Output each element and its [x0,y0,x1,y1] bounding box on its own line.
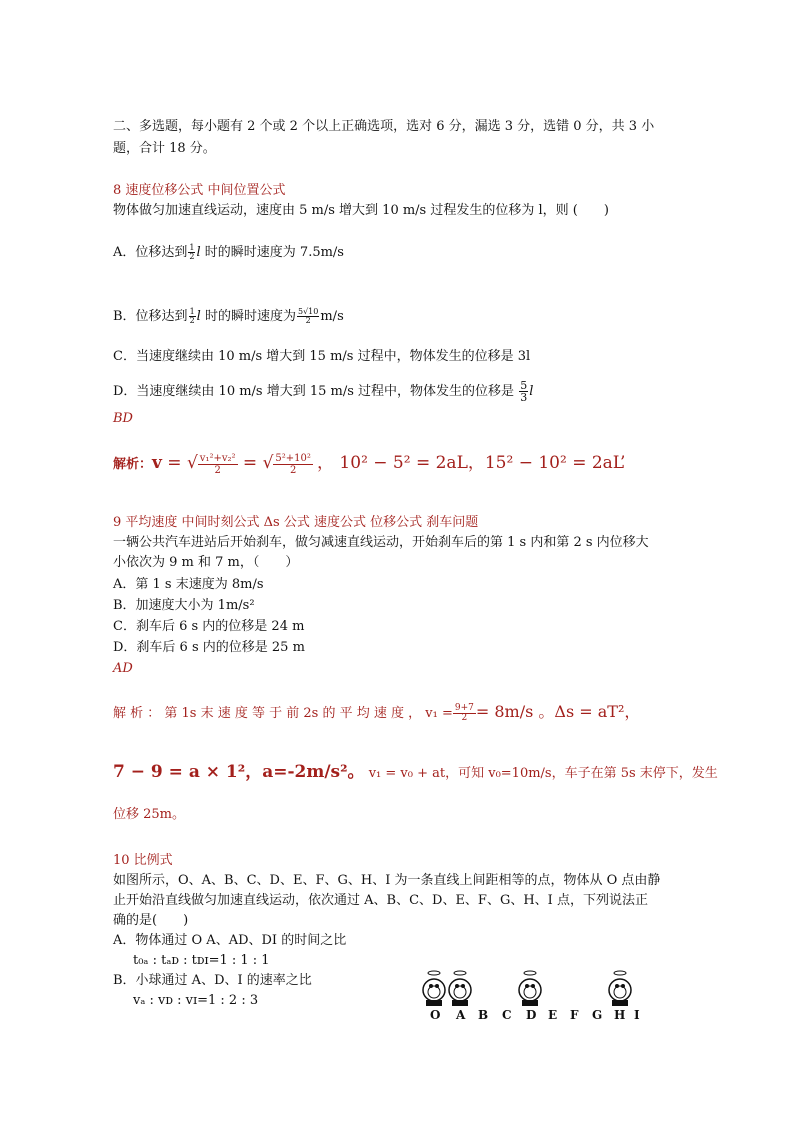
q8-option-b-post: m/s [320,309,344,324]
analysis-frac1: $\frac{\text{v₁²+v₂²}}{2}$ [199,453,236,476]
q10-option-b[interactable]: B．小球通过 A、D、I 的速率之比 [113,973,312,988]
character-icons [420,970,640,1010]
q8-tag: 8 速度位移公式 中间位置公式 [113,183,286,198]
q10-stem-line3: 确的是( ) [113,913,189,928]
var-l: l [196,245,201,260]
analysis-equations: ， 10² − 5² = 2aL，15² − 10² = 2aL’ [317,453,626,473]
q8-option-b-mid: 时的瞬时速度为 [204,309,296,324]
var-l: l [196,309,201,324]
fraction-sqrt: $\frac{5√10}{2}$ [297,307,319,325]
q10-tag: 10 比例式 [113,853,173,868]
analysis-label: 解析： [113,457,153,472]
point-label: I [634,1008,640,1022]
point-label: H [614,1008,626,1022]
character-icon-d [519,971,541,1006]
point-label: E [548,1008,558,1022]
q10-option-b-ratio: vₐ : vᴅ : vɪ=1 : 2 : 3 [133,993,259,1008]
fraction-half: $\frac{1}{2}$ [189,307,195,325]
q10-stem-line1: 如图所示，O、A、B、C、D、E、F、G、H、I 为一条直线上间距相等的点，物体从 O 点由静 [113,873,661,888]
q9-option-d[interactable]: D．刹车后 6 s 内的位移是 25 m [113,640,305,655]
q9-analysis-line2: 7 − 9 = a × 1²，a=-2m/s²。 v₁ = v₀ + at，可知 v₀=10m/s，车子在第 5s 末停下，发生 [113,762,718,782]
point-label: A [456,1008,466,1022]
character-icon-a [449,971,471,1006]
fraction-five-thirds: $\frac{5}{3}$ [520,379,528,404]
analysis-v: v [152,453,162,473]
q8-option-a[interactable] [113,244,344,262]
q9-stem-line1: 一辆公共汽车进站后开始刹车，做匀减速直线运动，开始刹车后的第 1 s 内和第 2 s 内位移大 [113,535,649,550]
q8-option-b-pre: B．位移达到 [113,309,188,324]
q8-analysis: 解析：v = √ $\frac{\text{v₁²+v₂²}}{2}$ = √ $\frac{\text{5²+10²}}{2}$ ， 10² − 5² = 2aL，15² − 10² = 2aL’ [113,453,626,476]
q8-option-a-pre: A．位移达到 [113,245,188,260]
var-l: l [529,384,534,399]
analysis-frac: $\frac{9+7}{2}$ [454,703,474,723]
point-label: O [430,1008,441,1022]
q9-tag: 9 平均速度 中间时刻公式 Δs 公式 速度公式 位移公式 刹车问题 [113,515,479,530]
q8-option-c[interactable]: C．当速度继续由 10 m/s 增大到 15 m/s 过程中，物体发生的位移是 3l [113,349,531,364]
point-label: B [478,1008,489,1022]
q8-option-a-post: 时的瞬时速度为 7.5m/s [204,245,344,260]
section-heading-line2: 题，合计 18 分。 [113,141,216,156]
q9-stem-line2: 小依次为 9 m 和 7 m，（ ） [113,555,299,570]
character-icon-o [423,971,445,1006]
q8-option-b[interactable] [113,308,344,326]
q10-option-a[interactable]: A．物体通过 O A、AD、DI 的时间之比 [113,933,347,948]
q9-option-c[interactable]: C．刹车后 6 s 内的位移是 24 m [113,619,305,634]
q9-analysis-line1: 解 析 ： 第 1s 末 速 度 等 于 前 2s 的 平 均 速 度 ， v₁ = $\frac{9+7}{2}$ = 8m/s 。Δs = aT²， [113,702,641,723]
section-heading-line1: 二、多选题，每小题有 2 个或 2 个以上正确选项，选对 6 分，漏选 3 分，选错 0 分，共 3 小 [113,119,655,134]
point-label: D [526,1008,537,1022]
q10-stem-line2: 止开始沿直线做匀加速直线运动，依次通过 A、B、C、D、E、F、G、H、I 点，下列说法正 [113,893,648,908]
point-label: F [570,1008,579,1022]
q9-option-b[interactable]: B．加速度大小为 1m/s² [113,598,255,613]
point-label: G [592,1008,603,1022]
q10-option-a-ratio: t₀ₐ : tₐᴅ : tᴅɪ=1 : 1 : 1 [133,953,270,968]
q9-option-a[interactable]: A．第 1 s 末速度为 8m/s [113,577,264,592]
q9-analysis-line3: 位移 25m。 [113,807,186,822]
character-icon-i [609,971,631,1006]
q8-stem: 物体做匀加速直线运动，速度由 5 m/s 增大到 10 m/s 过程发生的位移为 l，则 ( ) [113,203,609,218]
point-label: C [502,1008,512,1022]
analysis-frac2: $\frac{\text{5²+10²}}{2}$ [275,453,311,476]
q8-option-d-pre: D．当速度继续由 10 m/s 增大到 15 m/s 过程中，物体发生的位移是 [113,384,515,399]
q8-option-d[interactable] [113,380,533,403]
q9-answer: AD [113,661,133,676]
q8-answer: BD [113,411,133,426]
q10-figure [420,970,640,1030]
fraction-half: $\frac{1}{2}$ [189,243,195,261]
